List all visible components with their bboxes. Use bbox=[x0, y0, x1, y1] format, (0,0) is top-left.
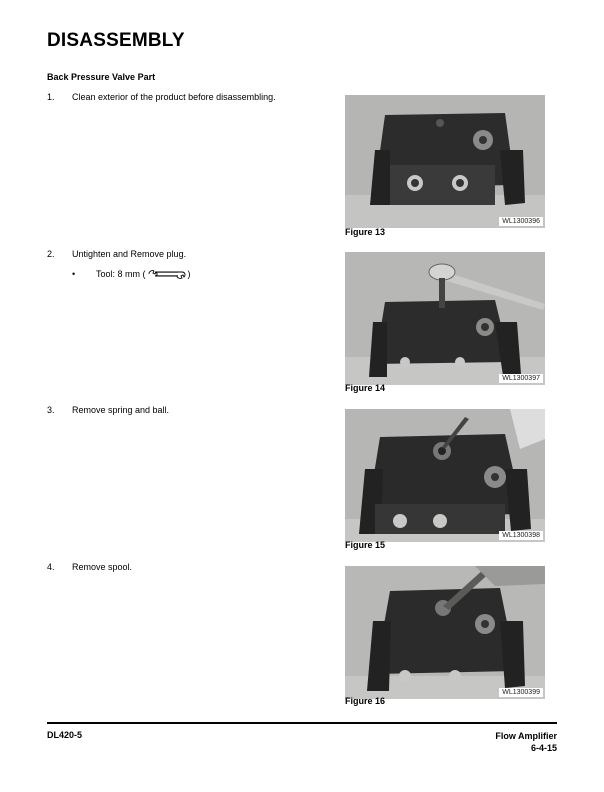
wrench-icon bbox=[147, 269, 187, 279]
footer-rule bbox=[47, 722, 557, 724]
figure-caption: Figure 13 bbox=[345, 227, 386, 237]
tool-text-prefix: Tool: 8 mm ( bbox=[96, 269, 146, 279]
step-number: 1. bbox=[47, 92, 55, 102]
footer-model: DL420-5 bbox=[47, 730, 83, 740]
figure-code: WL1300397 bbox=[499, 374, 543, 383]
figure-code: WL1300396 bbox=[499, 217, 543, 226]
figure-code: WL1300398 bbox=[499, 531, 543, 540]
footer-section: Flow Amplifier bbox=[495, 731, 557, 741]
step-number: 4. bbox=[47, 562, 55, 572]
tool-text-suffix: ) bbox=[187, 269, 191, 279]
step-text: Untighten and Remove plug. bbox=[72, 249, 187, 259]
figure-14-photo bbox=[345, 252, 545, 385]
figure-caption: Figure 16 bbox=[345, 696, 386, 706]
page-title: DISASSEMBLY bbox=[47, 30, 185, 51]
footer-info bbox=[495, 730, 557, 754]
bullet-dot: • bbox=[72, 269, 76, 279]
figure-15-photo bbox=[345, 409, 545, 542]
figure-16-photo bbox=[345, 566, 545, 699]
section-title: Back Pressure Valve Part bbox=[47, 72, 156, 82]
figure-caption: Figure 15 bbox=[345, 540, 386, 550]
step-text: Clean exterior of the product before disassembling. bbox=[72, 92, 276, 102]
step-number: 2. bbox=[47, 249, 55, 259]
figure-caption: Figure 14 bbox=[345, 383, 386, 393]
figure-code: WL1300399 bbox=[499, 688, 543, 697]
step-text: Remove spring and ball. bbox=[72, 405, 170, 415]
footer-page-number: 6-4-15 bbox=[530, 743, 557, 753]
step-text: Remove spool. bbox=[72, 562, 133, 572]
figure-13-photo bbox=[345, 95, 545, 228]
step-number: 3. bbox=[47, 405, 55, 415]
